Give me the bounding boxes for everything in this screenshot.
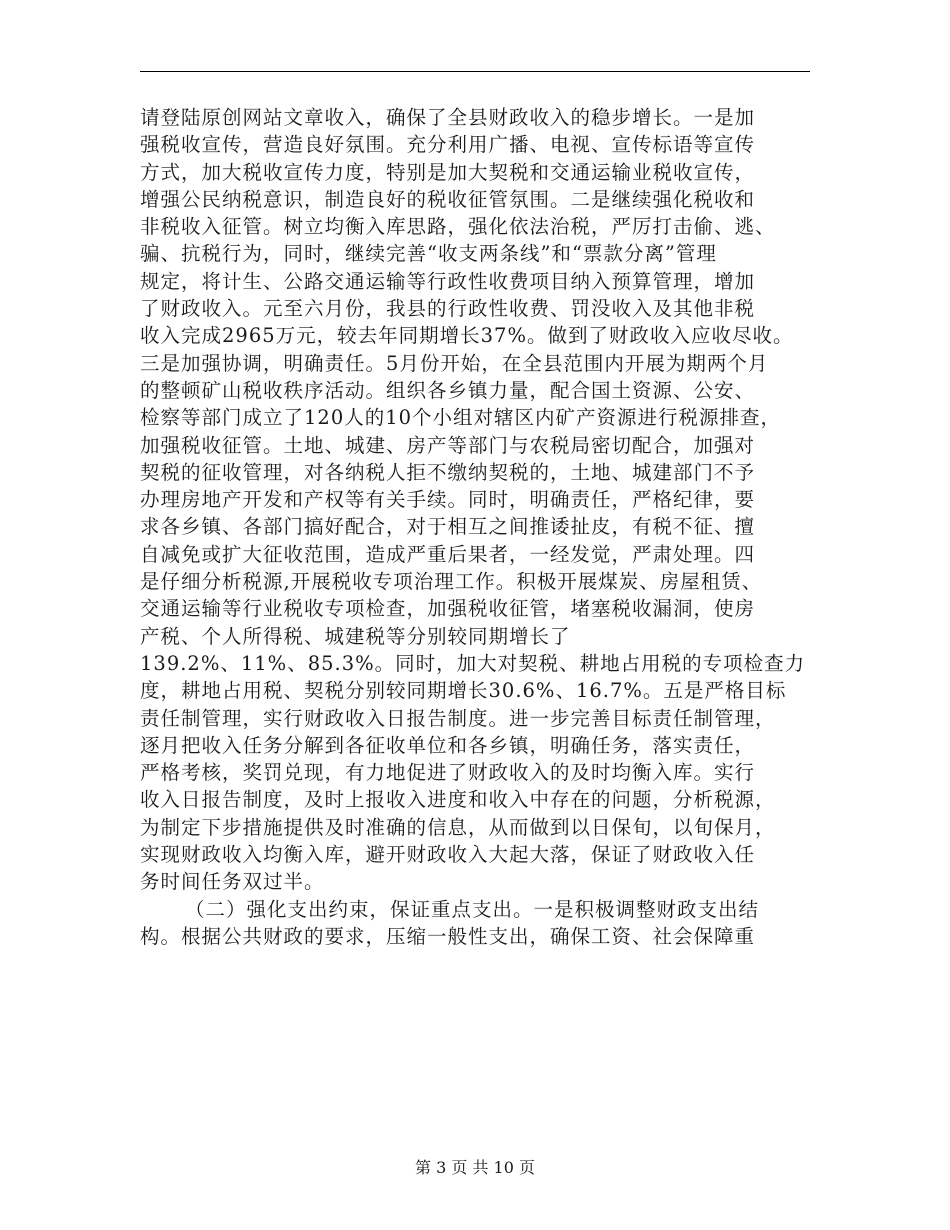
text-line: 收入日报告制度，及时上报收入进度和收入中存在的问题，分析税源， [140, 788, 776, 812]
text-line: 办理房地产开发和产权等有关手续。同时，明确责任，严格纪律，要 [140, 488, 756, 512]
text-line: 实现财政收入均衡入库，避开财政收入大起大落，保证了财政收入任 [140, 843, 756, 867]
text-line: 度，耕地占用税、契税分别较同期增长30.6%、16.7%。五是严格目标 [140, 679, 787, 703]
text-line: 检察等部门成立了120人的10个小组对辖区内矿产资源进行税源排查， [140, 406, 782, 430]
text-line: 139.2%、11%、85.3%。同时，加大对契税、耕地占用税的专项检查力 [140, 651, 806, 675]
text-line: 非税收入征管。树立均衡入库思路，强化依法治税，严厉打击偷、逃、 [140, 215, 776, 239]
text-line: 骗、抗税行为，同时，继续完善“收支两条线”和“票款分离”管理 [140, 242, 717, 266]
text-line: 自减免或扩大征收范围，造成严重后果者，一经发觉，严肃处理。四 [140, 542, 756, 566]
text-line: 方式，加大税收宣传力度，特别是加大契税和交通运输业税收宣传， [140, 160, 756, 184]
text-line: 严格考核，奖罚兑现，有力地促进了财政收入的及时均衡入库。实行 [140, 761, 756, 785]
text-line: 求各乡镇、各部门搞好配合，对于相互之间推诿扯皮，有税不征、擅 [140, 515, 756, 539]
text-line: 契税的征收管理，对各纳税人拒不缴纳契税的，土地、城建部门不予 [140, 460, 756, 484]
text-line: 强税收宣传，营造良好氛围。充分利用广播、电视、宣传标语等宣传 [140, 133, 756, 157]
text-line: 收入完成2965万元，较去年同期增长37%。做到了财政收入应收尽收。 [140, 324, 794, 348]
text-line: 增强公民纳税意识，制造良好的税收征管氛围。二是继续强化税收和 [140, 187, 756, 211]
text-line: 规定，将计生、公路交通运输等行政性收费项目纳入预算管理，增加 [140, 269, 756, 293]
text-line: 的整顿矿山税收秩序活动。组织各乡镇力量，配合国土资源、公安、 [140, 378, 756, 402]
text-line: 了财政收入。元至六月份，我县的行政性收费、罚没收入及其他非税 [140, 297, 756, 321]
text-line: 加强税收征管。土地、城建、房产等部门与农税局密切配合，加强对 [140, 433, 756, 457]
text-line: 三是加强协调，明确责任。5月份开始，在全县范围内开展为期两个月 [140, 351, 769, 375]
text-line: 交通运输等行业税收专项检查，加强税收征管，堵塞税收漏洞，使房 [140, 597, 756, 621]
text-line: 为制定下步措施提供及时准确的信息，从而做到以日保旬，以旬保月， [140, 815, 776, 839]
text-line: 请登陆原创网站文章收入，确保了全县财政收入的稳步增长。一是加 [140, 106, 756, 129]
text-line: 务时间任务双过半。 [140, 870, 325, 894]
section-heading-line: （二）强化支出约束，保证重点支出。一是积极调整财政支出结 [185, 897, 760, 921]
text-line: 责任制管理，实行财政收入日报告制度。进一步完善目标责任制管理， [140, 706, 776, 730]
text-line: 产税、个人所得税、城建税等分别较同期增长了 [140, 624, 571, 648]
page-footer: 第 3 页 共 10 页 [415, 1158, 535, 1177]
header-rule [140, 71, 810, 72]
text-line: 逐月把收入任务分解到各征收单位和各乡镇，明确任务，落实责任， [140, 733, 756, 757]
body-text [140, 104, 820, 950]
text-line: 构。根据公共财政的要求，压缩一般性支出，确保工资、社会保障重 [140, 924, 756, 948]
text-line: 是仔细分析税源,开展税收专项治理工作。积极开展煤炭、房屋租赁、 [140, 570, 763, 594]
